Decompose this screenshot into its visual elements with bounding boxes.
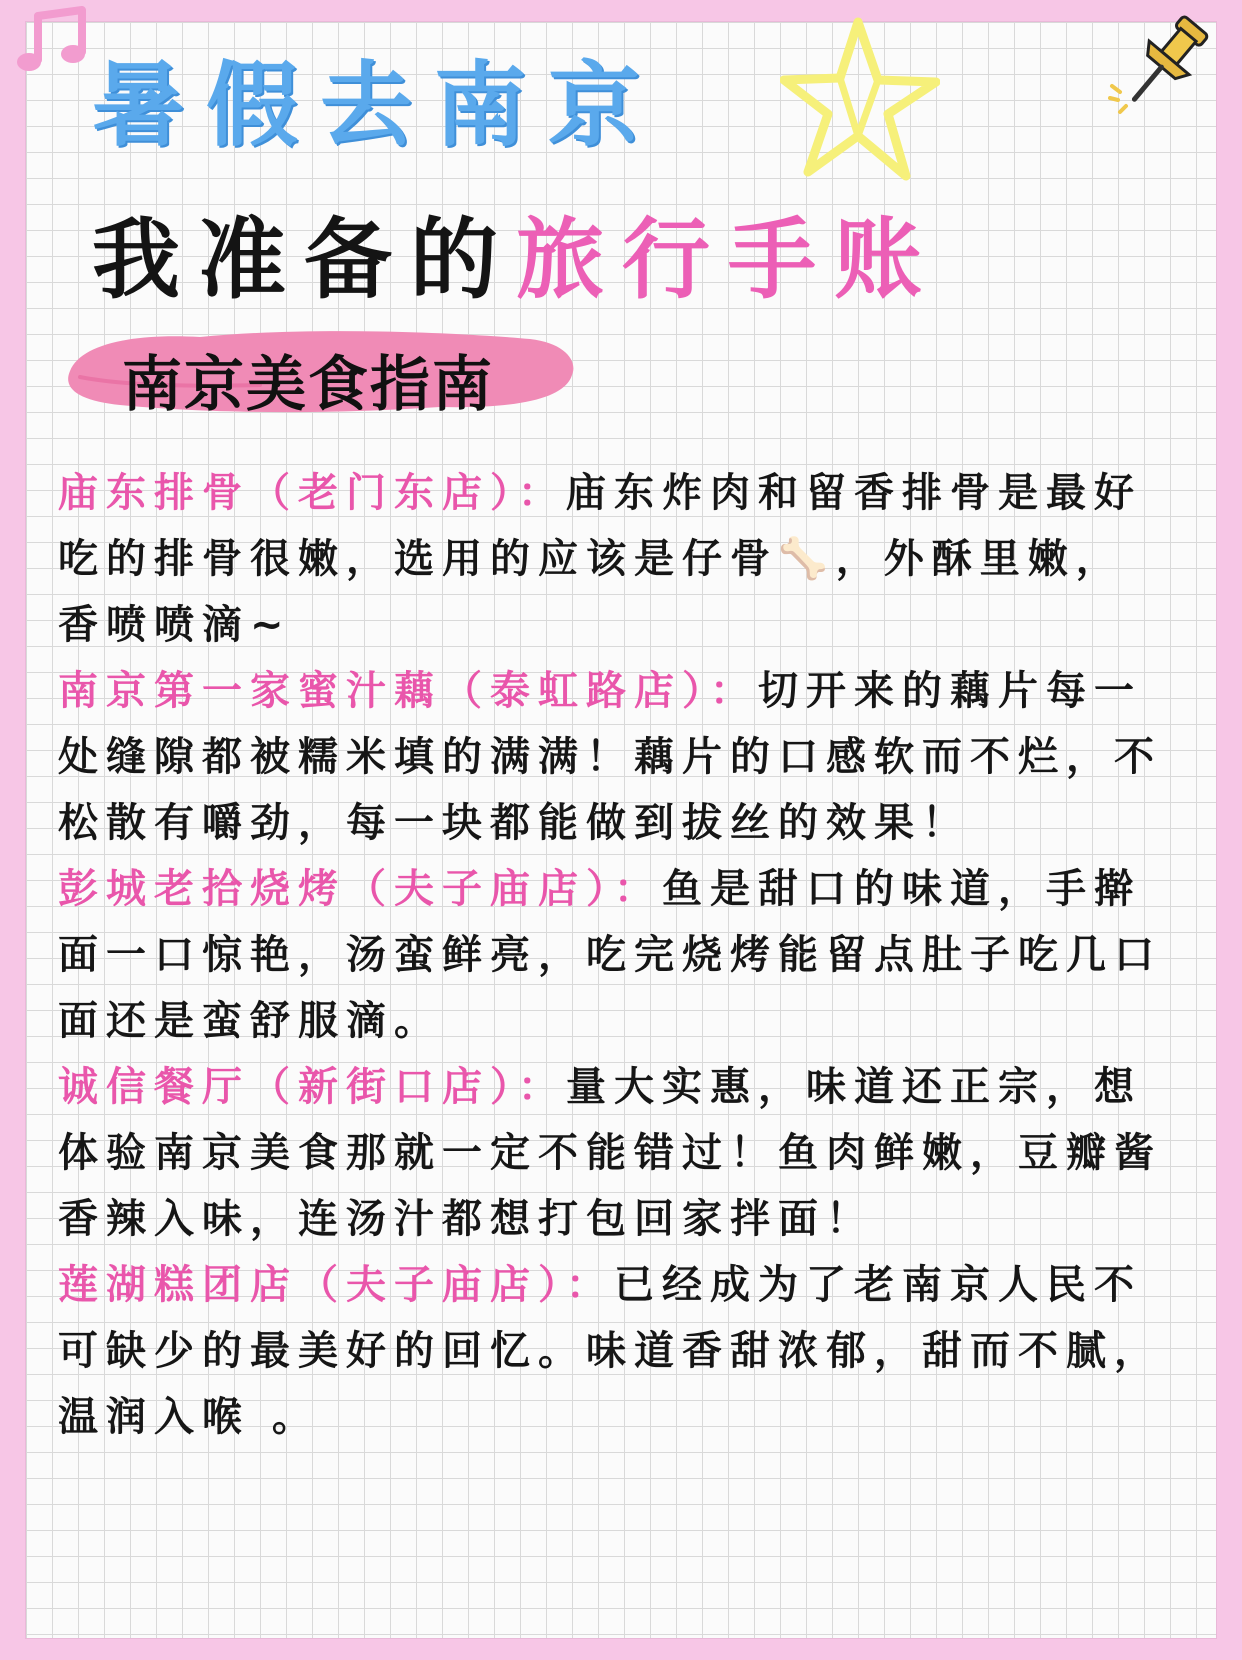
entry-text: 鱼是甜口的味道，手擀面一口惊艳，汤蛮鲜亮，吃完烧烤能留点肚子吃几口面还是蛮舒服滴。 <box>58 866 1162 1044</box>
food-guide-content <box>58 460 1166 1450</box>
music-note-icon <box>8 6 90 78</box>
entry-text: 已经成为了老南京人民不可缺少的最美好的回忆。味道香甜浓郁，甜而不腻，温润入喉 。 <box>58 1262 1162 1440</box>
entry-text: 庙东炸肉和留香排骨是最好吃的排骨很嫩，选用的应该是仔骨🦴，外酥里嫩，香喷喷滴~ <box>58 470 1142 648</box>
entry-chengxin <box>58 1054 1166 1252</box>
shop-colon: ： <box>518 470 566 516</box>
shop-name: 南京第一家蜜汁藕（泰虹路店） <box>58 668 710 714</box>
title-line-2-black: 我准备的 <box>92 208 517 311</box>
entry-text: 量大实惠，味道还正宗，想体验南京美食那就一定不能错过！鱼肉鲜嫩，豆瓣酱香辣入味，连汤汁都想打包回家拌面！ <box>58 1064 1162 1242</box>
title-line-2-pink: 旅行手账 <box>516 208 941 311</box>
section-banner <box>60 325 580 420</box>
entry-paigu <box>58 460 1166 658</box>
shop-name: 彭城老拾烧烤（夫子庙店） <box>58 866 614 912</box>
shop-colon: ： <box>518 1064 566 1110</box>
pushpin-icon <box>1108 8 1220 120</box>
shop-colon: ： <box>566 1262 614 1308</box>
shop-colon: ： <box>614 866 662 912</box>
title-line-1: 暑假去南京 <box>92 52 663 159</box>
entry-text: 切开来的藕片每一处缝隙都被糯米填的满满！藕片的口感软而不烂，不松散有嚼劲，每一块都能做到拔丝的效果！ <box>58 668 1162 846</box>
shop-name: 莲湖糕团店（夫子庙店） <box>58 1262 566 1308</box>
banner-title: 南京美食指南 <box>122 350 494 420</box>
shop-colon: ： <box>710 668 758 714</box>
title-line-2 <box>92 190 940 316</box>
entry-shaokao <box>58 856 1166 1054</box>
star-icon <box>780 16 940 184</box>
entry-mizhi-ou <box>58 658 1166 856</box>
shop-name: 诚信餐厅（新街口店） <box>58 1064 518 1110</box>
entry-lianhu <box>58 1252 1166 1450</box>
shop-name: 庙东排骨（老门东店） <box>58 470 518 516</box>
